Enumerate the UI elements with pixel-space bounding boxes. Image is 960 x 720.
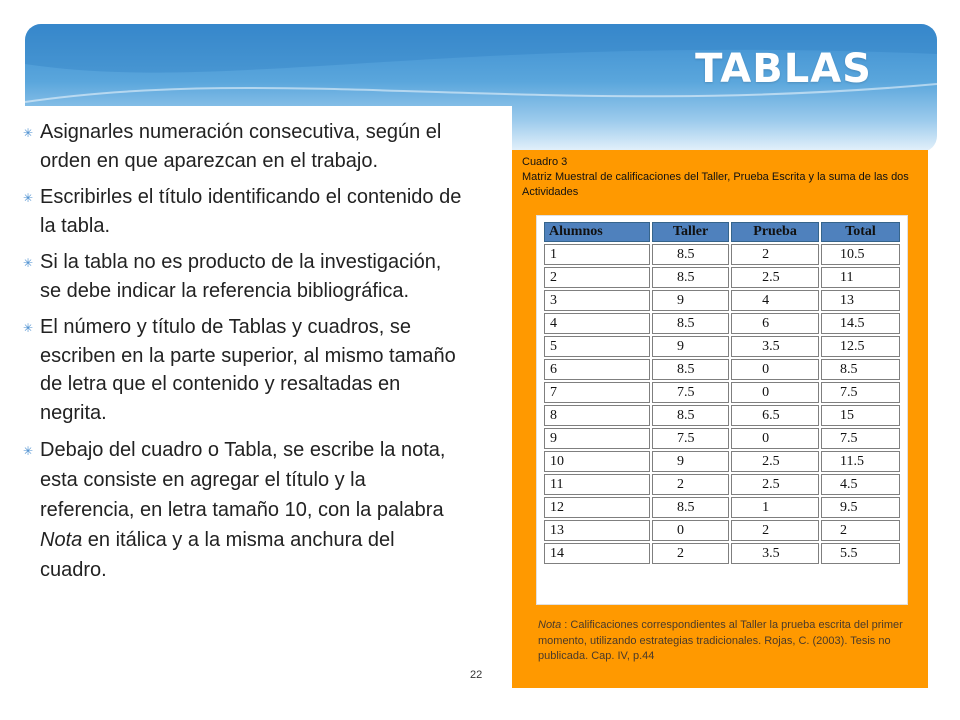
cell-total: 14.5 bbox=[821, 313, 900, 334]
cell-total: 11 bbox=[821, 267, 900, 288]
cell-taller: 8.5 bbox=[652, 405, 729, 426]
cell-prueba: 4 bbox=[731, 290, 819, 311]
bullet-text: Si la tabla no es producto de la investigación, se debe indicar la referencia bibliográfica. bbox=[40, 251, 442, 302]
bullet-item bbox=[24, 183, 464, 240]
cell-total: 9.5 bbox=[821, 497, 900, 518]
cell-taller: 9 bbox=[652, 290, 729, 311]
cell-taller: 9 bbox=[652, 451, 729, 472]
table-body bbox=[544, 244, 900, 564]
table-row bbox=[544, 543, 900, 564]
bullet-list bbox=[24, 118, 464, 593]
cell-total: 7.5 bbox=[821, 428, 900, 449]
note-text: : Calificaciones correspondientes al Taller la prueba escrita del primer momento, utilizando estrategias tradicionales. Rojas, C. (2003). Tesis no publicada. Cap. IV, p.44 bbox=[538, 619, 903, 662]
figure-panel bbox=[512, 150, 928, 688]
cell-prueba: 2.5 bbox=[731, 474, 819, 495]
cell-prueba: 3.5 bbox=[731, 543, 819, 564]
cell-prueba: 0 bbox=[731, 428, 819, 449]
table-row bbox=[544, 382, 900, 403]
header-taller: Taller bbox=[652, 222, 729, 242]
header-alumnos: Alumnos bbox=[544, 222, 650, 242]
cell-taller: 7.5 bbox=[652, 428, 729, 449]
figure-label: Cuadro 3 bbox=[522, 156, 568, 168]
cell-total: 5.5 bbox=[821, 543, 900, 564]
cell-prueba: 2.5 bbox=[731, 451, 819, 472]
table-row bbox=[544, 313, 900, 334]
cell-total: 4.5 bbox=[821, 474, 900, 495]
cell-alumno: 12 bbox=[544, 497, 650, 518]
cell-alumno: 5 bbox=[544, 336, 650, 357]
note-label: Nota bbox=[538, 619, 562, 631]
bullet-text: Escribirles el título identificando el contenido de la tabla. bbox=[40, 186, 462, 237]
cell-prueba: 2.5 bbox=[731, 267, 819, 288]
cell-alumno: 13 bbox=[544, 520, 650, 541]
star-bullet-icon: ✳ bbox=[23, 191, 34, 205]
slide-title: TABLAS bbox=[695, 46, 872, 92]
cell-alumno: 3 bbox=[544, 290, 650, 311]
star-bullet-icon: ✳ bbox=[23, 321, 34, 335]
cell-total: 12.5 bbox=[821, 336, 900, 357]
table-row bbox=[544, 428, 900, 449]
table-row bbox=[544, 267, 900, 288]
table-row bbox=[544, 520, 900, 541]
cell-taller: 9 bbox=[652, 336, 729, 357]
grades-table bbox=[542, 220, 902, 566]
table-row bbox=[544, 244, 900, 265]
cell-total: 2 bbox=[821, 520, 900, 541]
cell-taller: 8.5 bbox=[652, 497, 729, 518]
cell-taller: 8.5 bbox=[652, 244, 729, 265]
cell-alumno: 1 bbox=[544, 244, 650, 265]
cell-taller: 7.5 bbox=[652, 382, 729, 403]
cell-prueba: 0 bbox=[731, 359, 819, 380]
cell-alumno: 4 bbox=[544, 313, 650, 334]
bullet-text-before: Debajo del cuadro o Tabla, se escribe la nota, esta consiste en agregar el título y la referencia, en letra tamaño 10, con la palabra bbox=[40, 439, 446, 521]
table-row bbox=[544, 359, 900, 380]
cell-prueba: 6 bbox=[731, 313, 819, 334]
bullet-text-after: en itálica y a la misma anchura del cuadro. bbox=[40, 529, 395, 581]
star-bullet-icon: ✳ bbox=[23, 444, 34, 458]
cell-prueba: 2 bbox=[731, 520, 819, 541]
table-row bbox=[544, 451, 900, 472]
cell-alumno: 9 bbox=[544, 428, 650, 449]
table-header-row bbox=[544, 222, 900, 242]
cell-alumno: 8 bbox=[544, 405, 650, 426]
bullet-text-italic: Nota bbox=[40, 529, 83, 551]
table-frame bbox=[536, 215, 908, 605]
cell-taller: 2 bbox=[652, 474, 729, 495]
cell-prueba: 2 bbox=[731, 244, 819, 265]
cell-total: 15 bbox=[821, 405, 900, 426]
header-total: Total bbox=[821, 222, 900, 242]
table-row bbox=[544, 336, 900, 357]
bullet-item bbox=[24, 118, 464, 175]
header-prueba: Prueba bbox=[731, 222, 819, 242]
table-row bbox=[544, 405, 900, 426]
cell-taller: 8.5 bbox=[652, 267, 729, 288]
cell-prueba: 3.5 bbox=[731, 336, 819, 357]
cell-taller: 0 bbox=[652, 520, 729, 541]
table-row bbox=[544, 290, 900, 311]
cell-total: 7.5 bbox=[821, 382, 900, 403]
cell-alumno: 11 bbox=[544, 474, 650, 495]
table-row bbox=[544, 474, 900, 495]
figure-caption: Matriz Muestral de calificaciones del Taller, Prueba Escrita y la suma de las dos Actividades bbox=[522, 171, 909, 198]
table-note bbox=[538, 618, 908, 665]
cell-total: 10.5 bbox=[821, 244, 900, 265]
cell-alumno: 10 bbox=[544, 451, 650, 472]
cell-prueba: 1 bbox=[731, 497, 819, 518]
cell-alumno: 2 bbox=[544, 267, 650, 288]
cell-taller: 8.5 bbox=[652, 359, 729, 380]
cell-taller: 2 bbox=[652, 543, 729, 564]
cell-alumno: 6 bbox=[544, 359, 650, 380]
bullet-item bbox=[24, 435, 464, 585]
cell-alumno: 7 bbox=[544, 382, 650, 403]
bullet-item bbox=[24, 248, 464, 305]
cell-alumno: 14 bbox=[544, 543, 650, 564]
cell-prueba: 6.5 bbox=[731, 405, 819, 426]
cell-taller: 8.5 bbox=[652, 313, 729, 334]
table-row bbox=[544, 497, 900, 518]
cell-total: 13 bbox=[821, 290, 900, 311]
bullet-item bbox=[24, 313, 464, 427]
cell-total: 11.5 bbox=[821, 451, 900, 472]
page-number: 22 bbox=[470, 669, 483, 681]
star-bullet-icon: ✳ bbox=[23, 256, 34, 270]
star-bullet-icon: ✳ bbox=[23, 126, 34, 140]
cell-prueba: 0 bbox=[731, 382, 819, 403]
bullet-text: El número y título de Tablas y cuadros, se escriben en la parte superior, al mismo tamaño de letra que el contenido y resaltadas en negrita. bbox=[40, 316, 456, 424]
bullet-text: Asignarles numeración consecutiva, según el orden en que aparezcan en el trabajo. bbox=[40, 121, 442, 172]
cell-total: 8.5 bbox=[821, 359, 900, 380]
